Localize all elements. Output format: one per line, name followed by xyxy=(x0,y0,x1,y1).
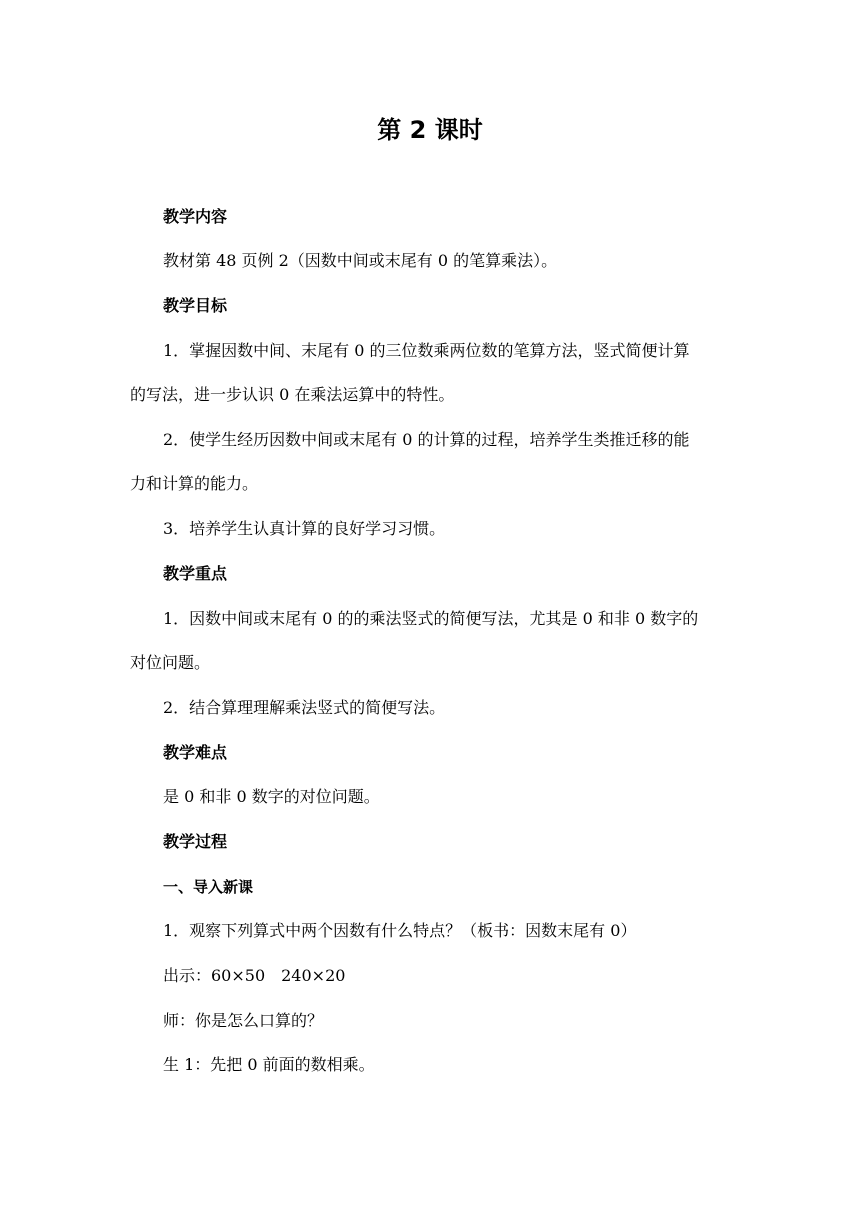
section-heading-key-points: 教学重点 xyxy=(163,564,228,583)
paragraph: 教材第 48 页例 2（因数中间或末尾有 0 的笔算乘法）。 xyxy=(163,251,558,270)
section-heading-difficulties: 教学难点 xyxy=(163,743,228,762)
subsection-heading-intro: 一、导入新课 xyxy=(163,878,254,896)
section-heading-content: 教学内容 xyxy=(163,207,228,226)
paragraph: 1．掌握因数中间、末尾有 0 的三位数乘两位数的笔算方法，竖式简便计算 xyxy=(163,341,690,360)
paragraph: 1．观察下列算式中两个因数有什么特点？（板书：因数末尾有 0） xyxy=(163,921,637,940)
paragraph-continuation: 对位问题。 xyxy=(130,653,211,672)
paragraph-continuation: 的写法，进一步认识 0 在乘法运算中的特性。 xyxy=(130,385,455,404)
paragraph: 2．使学生经历因数中间或末尾有 0 的计算的过程，培养学生类推迁移的能 xyxy=(163,430,690,449)
paragraph: 是 0 和非 0 数字的对位问题。 xyxy=(163,787,380,806)
section-heading-process: 教学过程 xyxy=(163,832,228,851)
paragraph: 生 1：先把 0 前面的数相乘。 xyxy=(163,1055,375,1074)
paragraph: 3．培养学生认真计算的良好学习习惯。 xyxy=(163,519,446,538)
paragraph: 2．结合算理理解乘法竖式的简便写法。 xyxy=(163,698,446,717)
paragraph: 出示：60×50 240×20 xyxy=(163,966,346,985)
section-heading-objectives: 教学目标 xyxy=(163,296,228,315)
paragraph: 师：你是怎么口算的？ xyxy=(163,1011,324,1030)
paragraph-continuation: 力和计算的能力。 xyxy=(130,474,259,493)
paragraph: 1．因数中间或末尾有 0 的的乘法竖式的简便写法，尤其是 0 和非 0 数字的 xyxy=(163,609,699,628)
page-title: 第 2 课时 xyxy=(377,116,483,144)
